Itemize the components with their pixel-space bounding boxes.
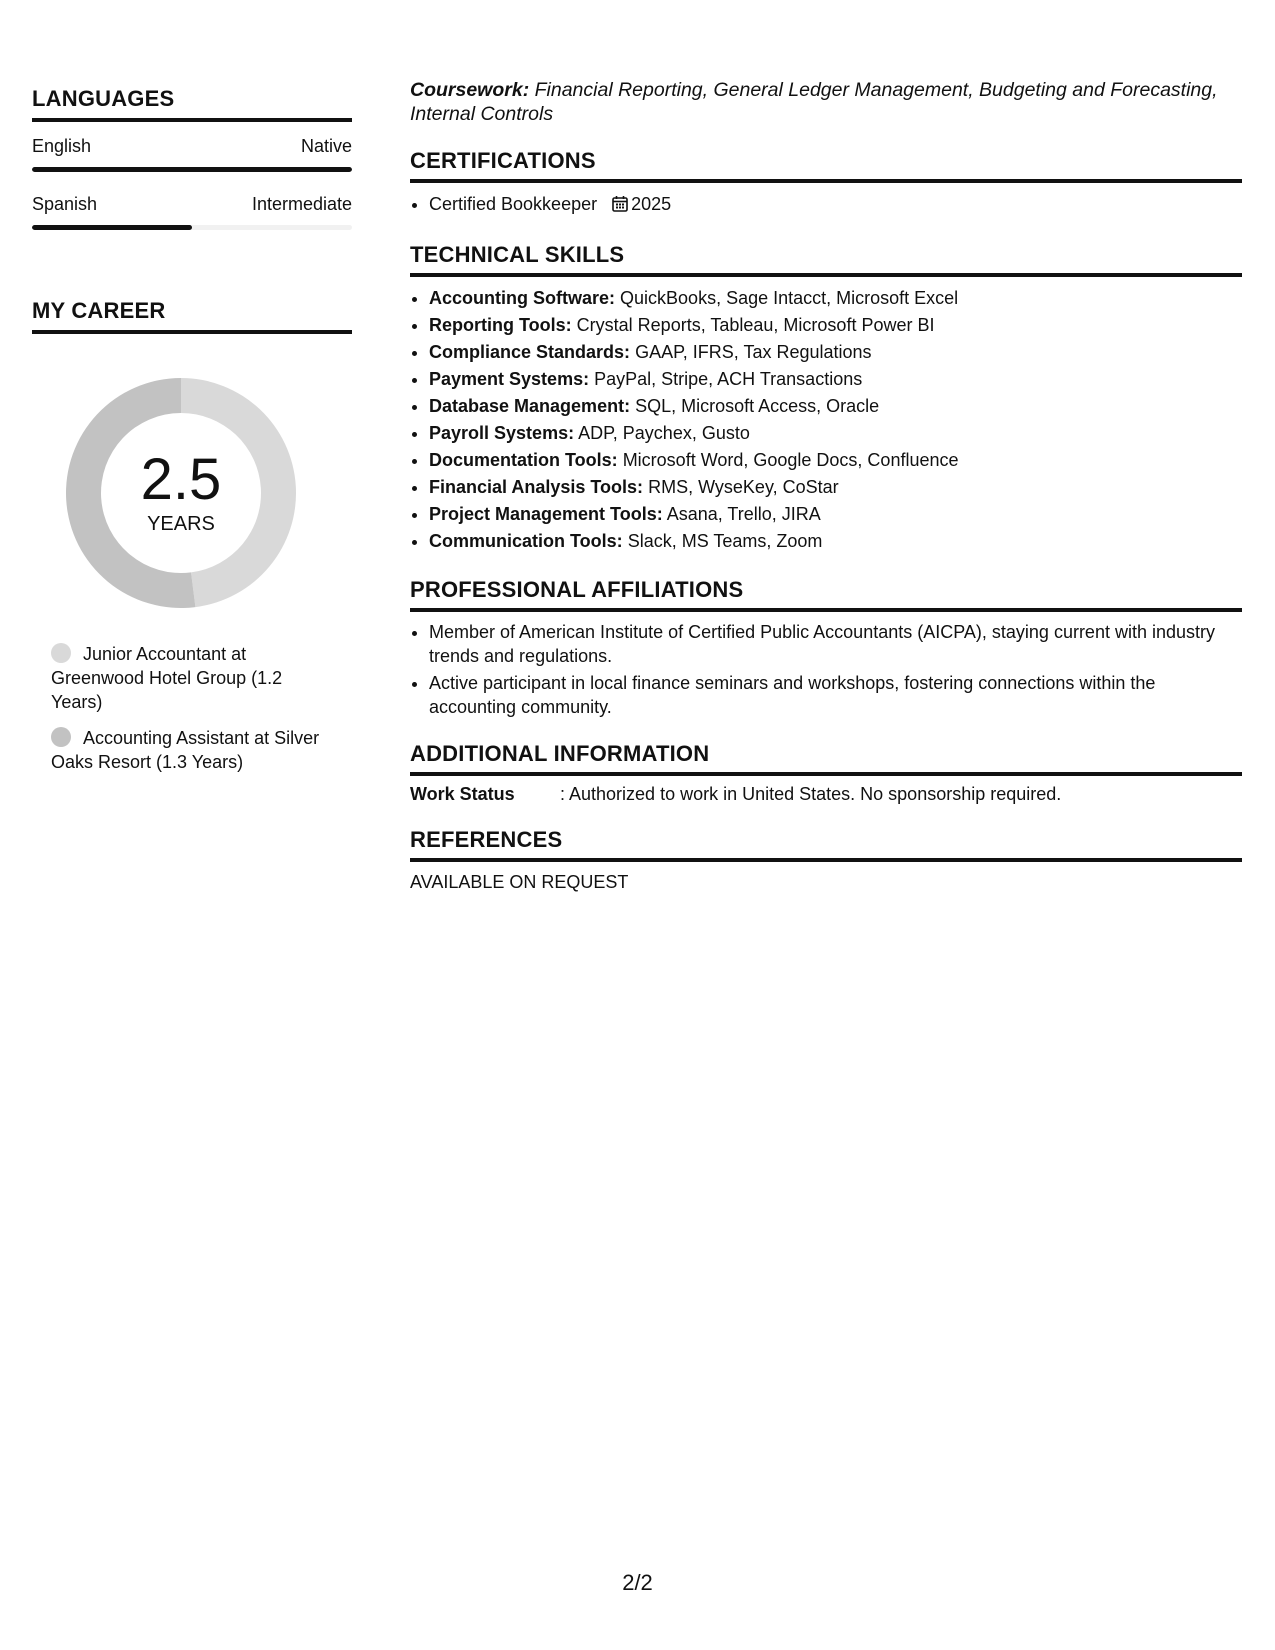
skill-label: Accounting Software: xyxy=(429,288,616,308)
languages-heading: LANGUAGES xyxy=(32,86,352,122)
affiliations-section xyxy=(410,577,1242,719)
language-name: Spanish xyxy=(32,194,98,214)
skill-label: Project Management Tools: xyxy=(429,504,663,524)
skill-value: QuickBooks, Sage Intacct, Microsoft Excel xyxy=(620,288,959,308)
skill-value: RMS, WyseKey, CoStar xyxy=(648,477,839,497)
certifications-section xyxy=(410,148,1242,220)
skill-value: GAAP, IFRS, Tax Regulations xyxy=(635,342,872,362)
additional-info-heading: ADDITIONAL INFORMATION xyxy=(410,741,1242,776)
affiliation-item: • Active participant in local finance seminars and workshops, fostering connections within the accounting community. xyxy=(429,671,1242,719)
language-proficiency-fill xyxy=(32,167,352,172)
skill-item xyxy=(429,474,1242,501)
skill-label: Reporting Tools: xyxy=(429,315,572,335)
career-legend-item xyxy=(51,726,321,774)
work-status-value: : Authorized to work in United States. No sponsorship required. xyxy=(560,784,1062,804)
language-level: Intermediate xyxy=(251,194,352,214)
skill-item xyxy=(429,285,1242,312)
language-item-english xyxy=(32,136,352,172)
skill-value: Slack, MS Teams, Zoom xyxy=(627,531,823,551)
page-number: 2/2 xyxy=(622,1570,653,1595)
career-heading: MY CAREER xyxy=(32,298,352,334)
skill-label: Documentation Tools: xyxy=(429,450,618,470)
references-heading: REFERENCES xyxy=(410,827,1242,862)
career-total-value: 2.5 xyxy=(140,446,222,512)
skill-label: Payment Systems: xyxy=(429,369,590,389)
skill-value: ADP, Paychex, Gusto xyxy=(578,423,750,443)
skill-label: Database Management: xyxy=(429,396,631,416)
skill-item xyxy=(429,312,1242,339)
affiliations-heading: PROFESSIONAL AFFILIATIONS xyxy=(410,577,1242,612)
language-level: Native xyxy=(300,136,352,156)
work-status-row xyxy=(410,784,1242,805)
technical-skills-heading: TECHNICAL SKILLS xyxy=(410,242,1242,277)
certification-name: Certified Bookkeeper xyxy=(429,194,598,214)
skill-label: Financial Analysis Tools: xyxy=(429,477,644,497)
skill-item xyxy=(429,501,1242,528)
skill-label: Compliance Standards: xyxy=(429,342,631,362)
skill-value: Asana, Trello, JIRA xyxy=(666,504,821,524)
work-status-label: Work Status xyxy=(410,784,515,804)
skill-label: Communication Tools: xyxy=(429,531,623,551)
references-section xyxy=(410,827,1242,893)
certification-year: 2025 xyxy=(631,194,672,214)
career-total-unit: YEARS xyxy=(147,512,215,535)
language-item-spanish xyxy=(32,194,352,230)
career-legend-item xyxy=(51,642,321,714)
career-legend xyxy=(51,642,321,774)
right-column xyxy=(410,78,1242,893)
coursework-text: Financial Reporting, General Ledger Management, Budgeting and Forecasting, Internal Controls xyxy=(410,79,1218,125)
additional-info-section xyxy=(410,741,1242,805)
left-column xyxy=(32,86,352,774)
references-text: AVAILABLE ON REQUEST xyxy=(410,872,629,892)
skill-value: PayPal, Stripe, ACH Transactions xyxy=(594,369,863,389)
skill-label: Payroll Systems: xyxy=(429,423,575,443)
language-proficiency-fill xyxy=(32,225,192,230)
technical-skills-section xyxy=(410,242,1242,555)
legend-dot-icon xyxy=(51,643,71,663)
skill-value: Microsoft Word, Google Docs, Confluence xyxy=(622,450,959,470)
coursework xyxy=(410,78,1242,126)
skill-item xyxy=(429,393,1242,420)
affiliation-item: • Member of American Institute of Certified Public Accountants (AICPA), staying current with industry trends and regulations. xyxy=(429,620,1242,668)
certifications-heading: CERTIFICATIONS xyxy=(410,148,1242,183)
calendar-icon xyxy=(612,193,628,220)
certification-item xyxy=(429,191,1242,220)
language-proficiency-bar xyxy=(32,167,352,172)
skill-item xyxy=(429,366,1242,393)
career-role-text: Junior Accountant at Greenwood Hotel Group (1.2 Years) xyxy=(51,644,283,712)
career-donut-chart xyxy=(66,378,296,608)
coursework-label: Coursework: xyxy=(410,79,530,101)
skill-value: SQL, Microsoft Access, Oracle xyxy=(635,396,880,416)
language-proficiency-bar xyxy=(32,225,352,230)
skill-item xyxy=(429,420,1242,447)
skill-item xyxy=(429,447,1242,474)
legend-dot-icon xyxy=(51,727,71,747)
language-name: English xyxy=(32,136,92,156)
skill-item xyxy=(429,339,1242,366)
career-role-text: Accounting Assistant at Silver Oaks Resort (1.3 Years) xyxy=(51,728,320,772)
skill-item xyxy=(429,528,1242,555)
skill-value: Crystal Reports, Tableau, Microsoft Power BI xyxy=(576,315,935,335)
